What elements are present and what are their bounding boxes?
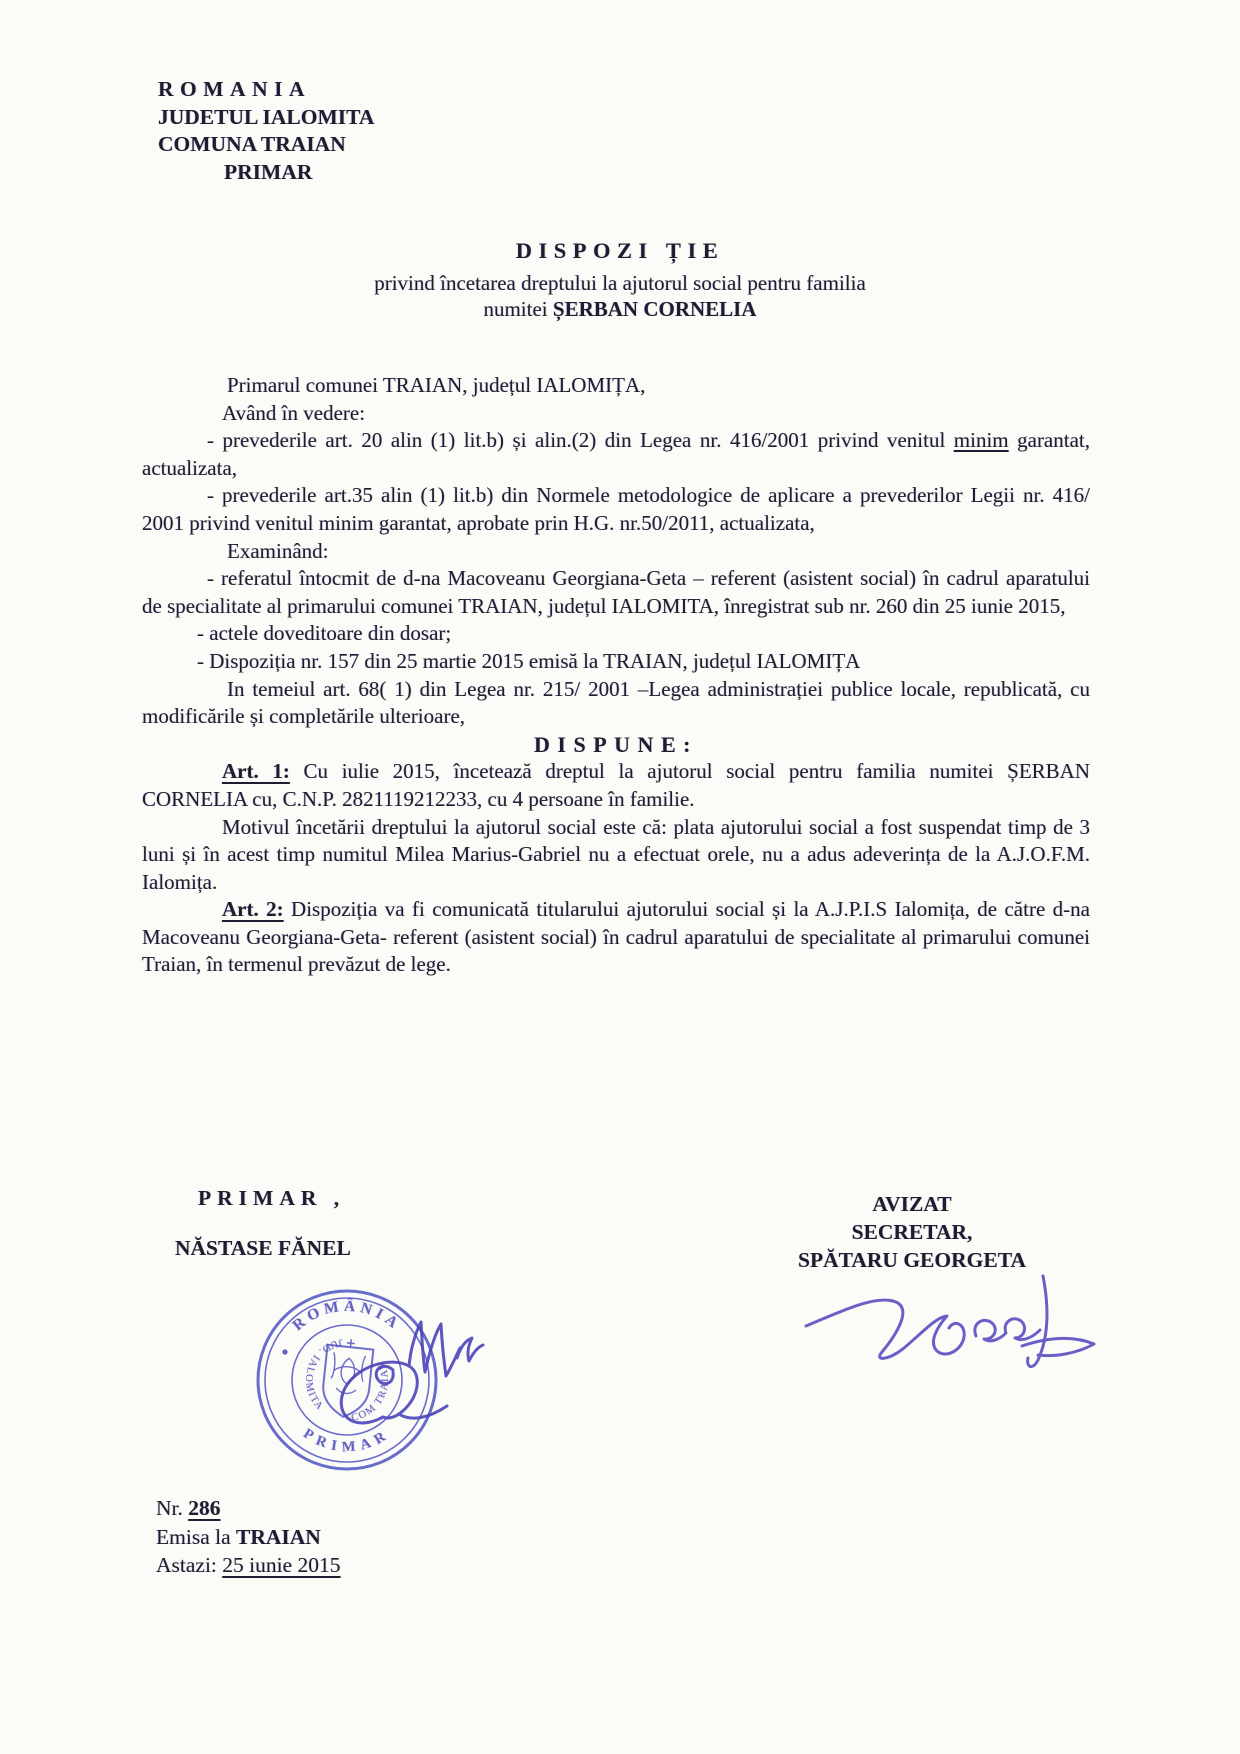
underlined-word: minim: [953, 428, 1009, 453]
article-2: [142, 896, 1090, 979]
emisa-value: TRAIAN: [236, 1524, 321, 1549]
decision-subtitle: privind încetarea dreptului la ajutorul social pentru familia: [374, 271, 866, 295]
article-2-text: Dispoziția va fi comunicată titularului ajutorului social și la A.J.P.I.S Ialomița, de către d-na Macoveanu Georgiana-Geta- referent (asistent social) în cadrul aparatului de specialitate al primarului comunei Traian, în termenul prevăzut de lege.: [142, 897, 1090, 977]
preamble-line: - referatul întocmit de d-na Macoveanu Georgiana-Geta – referent (asistent social) în cadrul aparatului de specialitate al primarului comunei TRAIAN, județul IALOMITA, înregistrat sub nr. 260 din 25 iunie 2015,: [142, 566, 1090, 618]
letterhead: [158, 76, 374, 186]
preamble-line: - prevederile art. 20 alin (1) lit.b) și alin.(2) din Legea nr. 416/2001 privind venitul minim garantat, actualizata,: [142, 428, 1090, 480]
secretary-signature: [800, 1262, 1100, 1377]
decision-title: DISPOZI ȚIE: [515, 238, 725, 263]
mayor-role-label: PRIMAR ,: [198, 1186, 346, 1210]
stamp-arc-top: ROMÂNIA: [289, 1297, 405, 1335]
motiv-paragraph: Motivul încetării dreptului la ajutorul social este că: plata ajutorului social a fost suspendat timp de 3 luni și în acest timp numitul Milea Marius-Gabriel nu a efectuat orele, nu a adus adeverința de la A.J.O.F.M. Ialomița.: [142, 814, 1090, 894]
preamble-line: - prevederile art.35 alin (1) lit.b) din Normele metodologice de aplicare a prevederilor Legii nr. 416/ 2001 privind venitul minim garantat, aprobate prin H.G. nr.50/2011, actualizata,: [142, 483, 1090, 535]
subject-prefix: numitei: [483, 297, 553, 321]
stamp-arc-left: JUD. IALOMITA: [302, 1336, 344, 1413]
avizat-label: AVIZAT: [872, 1192, 952, 1216]
article-1: [142, 758, 1090, 813]
preamble-line: In temeiul art. 68( 1) din Legea nr. 215/ 2001 –Legea administrației publice locale, republicată, cu modificările și completările ulterioare,: [142, 676, 1090, 729]
preamble-line: Primarul comunei TRAIAN, județul IALOMIȚA,: [227, 373, 646, 397]
article-1-label: Art. 1:: [222, 759, 290, 784]
emisa-line: [156, 1523, 341, 1552]
mayor-name: NĂSTASE FĂNEL: [175, 1236, 351, 1260]
stamp-arc-bottom: PRIMAR: [300, 1425, 394, 1456]
astazi-line: [156, 1551, 341, 1580]
nr-value: 286: [188, 1496, 221, 1520]
stamp-text: [282, 1298, 404, 1456]
registration-block: [156, 1494, 341, 1580]
mayor-signature: [341, 1322, 483, 1423]
stamp-dot-separator: [282, 1349, 287, 1354]
secretary-name: SPĂTARU GEORGETA: [798, 1248, 1026, 1272]
nr-line: [156, 1494, 341, 1523]
preamble-line: - actele doveditoare din dosar;: [197, 621, 452, 646]
stamp-arc-right: COM TRAIAN: [350, 1358, 392, 1424]
preamble-line: Examinând:: [227, 538, 329, 563]
preamble-line: Având în vedere:: [222, 400, 366, 425]
nr-label: Nr.: [156, 1496, 189, 1520]
letterhead-office: PRIMAR: [224, 159, 313, 184]
letterhead-county: JUDETUL IALOMITA: [158, 104, 375, 129]
title-block: [142, 238, 1098, 322]
subject-name: ȘERBAN CORNELIA: [552, 297, 757, 321]
document-body: [142, 372, 1090, 979]
article-2-label: Art. 2:: [222, 897, 284, 922]
signature-block-mayor: [175, 1186, 351, 1261]
article-1-text: Cu iulie 2015, încetează dreptul la ajutorul social pentru familia numitei ȘERBAN CORNELIA cu, C.N.P. 2821119212233, cu 4 persoane în familie.: [142, 759, 1090, 811]
preamble-line: - Dispoziția nr. 157 din 25 martie 2015 emisă la TRAIAN, județul IALOMIȚA: [197, 648, 861, 673]
secretary-role-label: SECRETAR,: [851, 1220, 973, 1244]
dispune-heading: DISPUNE:: [534, 731, 698, 757]
decision-subject: [142, 296, 1098, 322]
astazi-value: 25 iunie 2015: [222, 1553, 341, 1577]
emisa-prefix: Emisa la: [156, 1524, 237, 1549]
official-round-stamp: [233, 1282, 533, 1512]
astazi-prefix: Astazi:: [156, 1553, 223, 1577]
letterhead-country: ROMANIA: [158, 77, 311, 101]
letterhead-commune: COMUNA TRAIAN: [158, 132, 346, 156]
